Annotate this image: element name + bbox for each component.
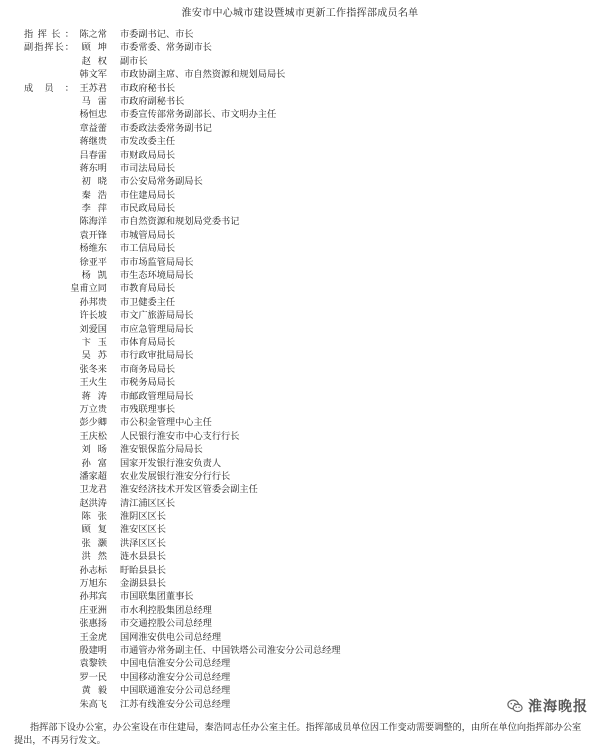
member-role: 副指挥长： [24,42,74,54]
member-row [0,403,600,416]
member-row [0,390,600,403]
member-row [0,564,600,577]
member-name: 秦浩 [81,189,114,201]
member-position: 市卫健委主任 [120,296,176,308]
member-row [0,604,600,617]
member-position: 副市长 [120,55,148,67]
member-name: 初晓 [81,176,114,188]
member-name: 王火生 [79,377,107,389]
member-name: 孙志标 [79,564,107,576]
member-row [0,296,600,309]
member-role: 指挥长： [24,29,74,40]
member-position: 市委宣传部常务副部长、市文明办主任 [120,109,277,121]
member-position: 市住建局局长 [120,189,176,201]
member-name: 卫龙君 [79,484,107,496]
member-position: 中国移动淮安分公司总经理 [120,671,231,683]
watermark [502,694,592,718]
member-row [0,122,600,135]
member-name: 赵洪涛 [79,497,107,509]
member-name: 杨恒忠 [79,109,107,121]
member-name: 陈之常 [79,29,107,40]
footnote: 指挥部下设办公室，办公室设在市住建局，秦浩同志任办公室主任。指挥部成员单位因工作变动需要调整的，由所在单位向指挥部办公室提出，不再另行发文。 [14,722,582,746]
member-position: 市公安局常务副局长 [120,176,203,188]
member-row [0,443,600,456]
member-name: 蒋涛 [81,390,114,402]
member-row [0,149,600,162]
member-row [0,202,600,215]
member-row [0,28,600,41]
member-position: 市应急管理局局长 [120,323,194,335]
member-position: 市工信局局长 [120,243,176,255]
member-name: 马雷 [81,95,114,107]
member-row [0,671,600,684]
member-name: 庄亚洲 [79,604,107,616]
member-name: 章益蕾 [79,122,107,134]
member-position: 中国电信淮安分公司总经理 [120,658,231,670]
member-name: 李萍 [81,203,114,215]
member-row [0,363,600,376]
member-name: 潘家超 [79,470,107,482]
member-position: 市税务局局长 [120,377,176,389]
member-name: 万立贵 [79,403,107,415]
member-row [0,309,600,322]
member-row [0,256,600,269]
member-position: 市委常委、常务副市长 [120,42,212,54]
member-position: 市政协副主席、市自然资源和规划局局长 [120,69,286,81]
member-position: 市邮政管理局局长 [120,390,194,402]
member-row [0,95,600,108]
member-name: 朱高飞 [79,698,107,710]
member-row [0,135,600,148]
member-position: 市司法局局长 [120,162,176,174]
member-row [0,376,600,389]
member-row [0,108,600,121]
member-row [0,282,600,295]
member-position: 洪泽区区长 [120,537,166,549]
wechat-icon [506,697,524,715]
member-name: 蒋东明 [79,162,107,174]
member-name: 许长坡 [79,310,107,322]
member-name: 顾复 [81,524,114,536]
member-name: 王庆松 [79,430,107,442]
member-name: 万旭东 [79,578,107,590]
member-position: 市生态环境局局长 [120,270,194,282]
member-row [0,523,600,536]
member-row [0,457,600,470]
member-row [0,657,600,670]
member-row [0,644,600,657]
member-position: 国网淮安供电公司总经理 [120,631,222,643]
member-row [0,215,600,228]
member-row [0,269,600,282]
member-name: 彭少卿 [79,417,107,429]
member-row [0,577,600,590]
member-row [0,483,600,496]
member-row [0,55,600,68]
member-position: 市市场监管局局长 [120,256,194,268]
member-name: 洪然 [81,551,114,563]
member-row [0,510,600,523]
member-name: 袁开锋 [79,229,107,241]
member-row [0,229,600,242]
member-name: 张冬来 [79,363,107,375]
member-position: 国家开发银行淮安负责人 [120,457,222,469]
member-name: 吕春雷 [79,149,107,161]
member-row [0,617,600,630]
member-name: 黄毅 [81,685,114,697]
member-position: 市公积金管理中心主任 [120,417,212,429]
member-position: 市国联集团董事长 [120,591,194,603]
member-position: 人民银行淮安市中心支行行长 [120,430,240,442]
member-position: 市交通控股公司总经理 [120,618,212,630]
member-position: 市商务局局长 [120,363,176,375]
member-position: 淮安区区长 [120,524,166,536]
member-row [0,41,600,54]
member-position: 市残联理事长 [120,403,176,415]
member-name: 殷建明 [79,644,107,656]
member-name: 顾坤 [81,42,114,54]
member-row [0,82,600,95]
page-title: 淮安市中心城市建设暨城市更新工作指挥部成员名单 [181,8,419,19]
member-name: 赵权 [81,55,114,67]
member-name: 吴苏 [81,350,114,362]
watermark-text: 淮海晚报 [528,699,588,715]
member-position: 清江浦区区长 [120,497,176,509]
member-position: 市通管办常务副主任、中国铁塔公司淮安分公司总经理 [120,644,341,656]
member-row [0,537,600,550]
member-position: 市财政局局长 [120,149,176,161]
member-role: 成员： [24,82,74,94]
member-row [0,336,600,349]
member-name: 张惠扬 [79,618,107,630]
member-position: 市水利控股集团总经理 [120,604,212,616]
member-row [0,323,600,336]
member-name: 孙富 [81,457,114,469]
member-position: 市文广旅游局局长 [120,310,194,322]
member-name: 皇甫立同 [70,283,107,295]
member-row [0,470,600,483]
member-name: 罗一民 [79,671,107,683]
member-name: 刘爱国 [79,323,107,335]
member-position: 市城管局局长 [120,229,176,241]
member-row [0,631,600,644]
member-name: 张灏 [81,537,114,549]
member-position: 淮安银保监分局局长 [120,444,203,456]
member-name: 王金虎 [79,631,107,643]
member-position: 市教育局局长 [120,283,176,295]
member-row [0,162,600,175]
member-name: 孙邦贵 [79,296,107,308]
member-position: 市政府秘书长 [120,82,176,94]
member-position: 市委副书记、市长 [120,29,194,40]
member-name: 杨维东 [79,243,107,255]
member-position: 市行政审批局局长 [120,350,194,362]
member-position: 涟水县县长 [120,551,166,563]
member-position: 金湖县县长 [120,578,166,590]
member-name: 卞玉 [81,336,114,348]
member-row [0,416,600,429]
member-row [0,349,600,362]
member-position: 江苏有线淮安分公司总经理 [120,698,231,710]
member-row [0,68,600,81]
member-name: 袁黎铁 [79,658,107,670]
member-position: 市自然资源和规划局党委书记 [120,216,240,228]
member-name: 陈张 [81,511,114,523]
member-row [0,430,600,443]
member-name: 蒋继贵 [79,136,107,148]
member-row [0,175,600,188]
member-position: 中国联通淮安分公司总经理 [120,685,231,697]
member-position: 淮阴区区长 [120,511,166,523]
member-position: 淮安经济技术开发区管委会副主任 [120,484,258,496]
member-row [0,497,600,510]
member-position: 市政府副秘书长 [120,95,185,107]
member-name: 杨凯 [81,270,114,282]
member-row [0,590,600,603]
member-roster [0,28,600,711]
member-name: 徐亚平 [79,256,107,268]
member-position: 农业发展银行淮安分行行长 [120,470,231,482]
member-row [0,242,600,255]
member-name: 孙邦宾 [79,591,107,603]
member-position: 市体育局局长 [120,336,176,348]
member-row [0,189,600,202]
member-position: 市民政局局长 [120,203,176,215]
member-position: 盱眙县县长 [120,564,166,576]
member-name: 刘旸 [81,444,114,456]
member-name: 王苏君 [79,82,107,94]
member-position: 市委政法委常务副书记 [120,122,212,134]
member-position: 市发改委主任 [120,136,176,148]
member-row [0,550,600,563]
member-name: 韩文军 [79,69,107,81]
member-name: 陈海洋 [79,216,107,228]
